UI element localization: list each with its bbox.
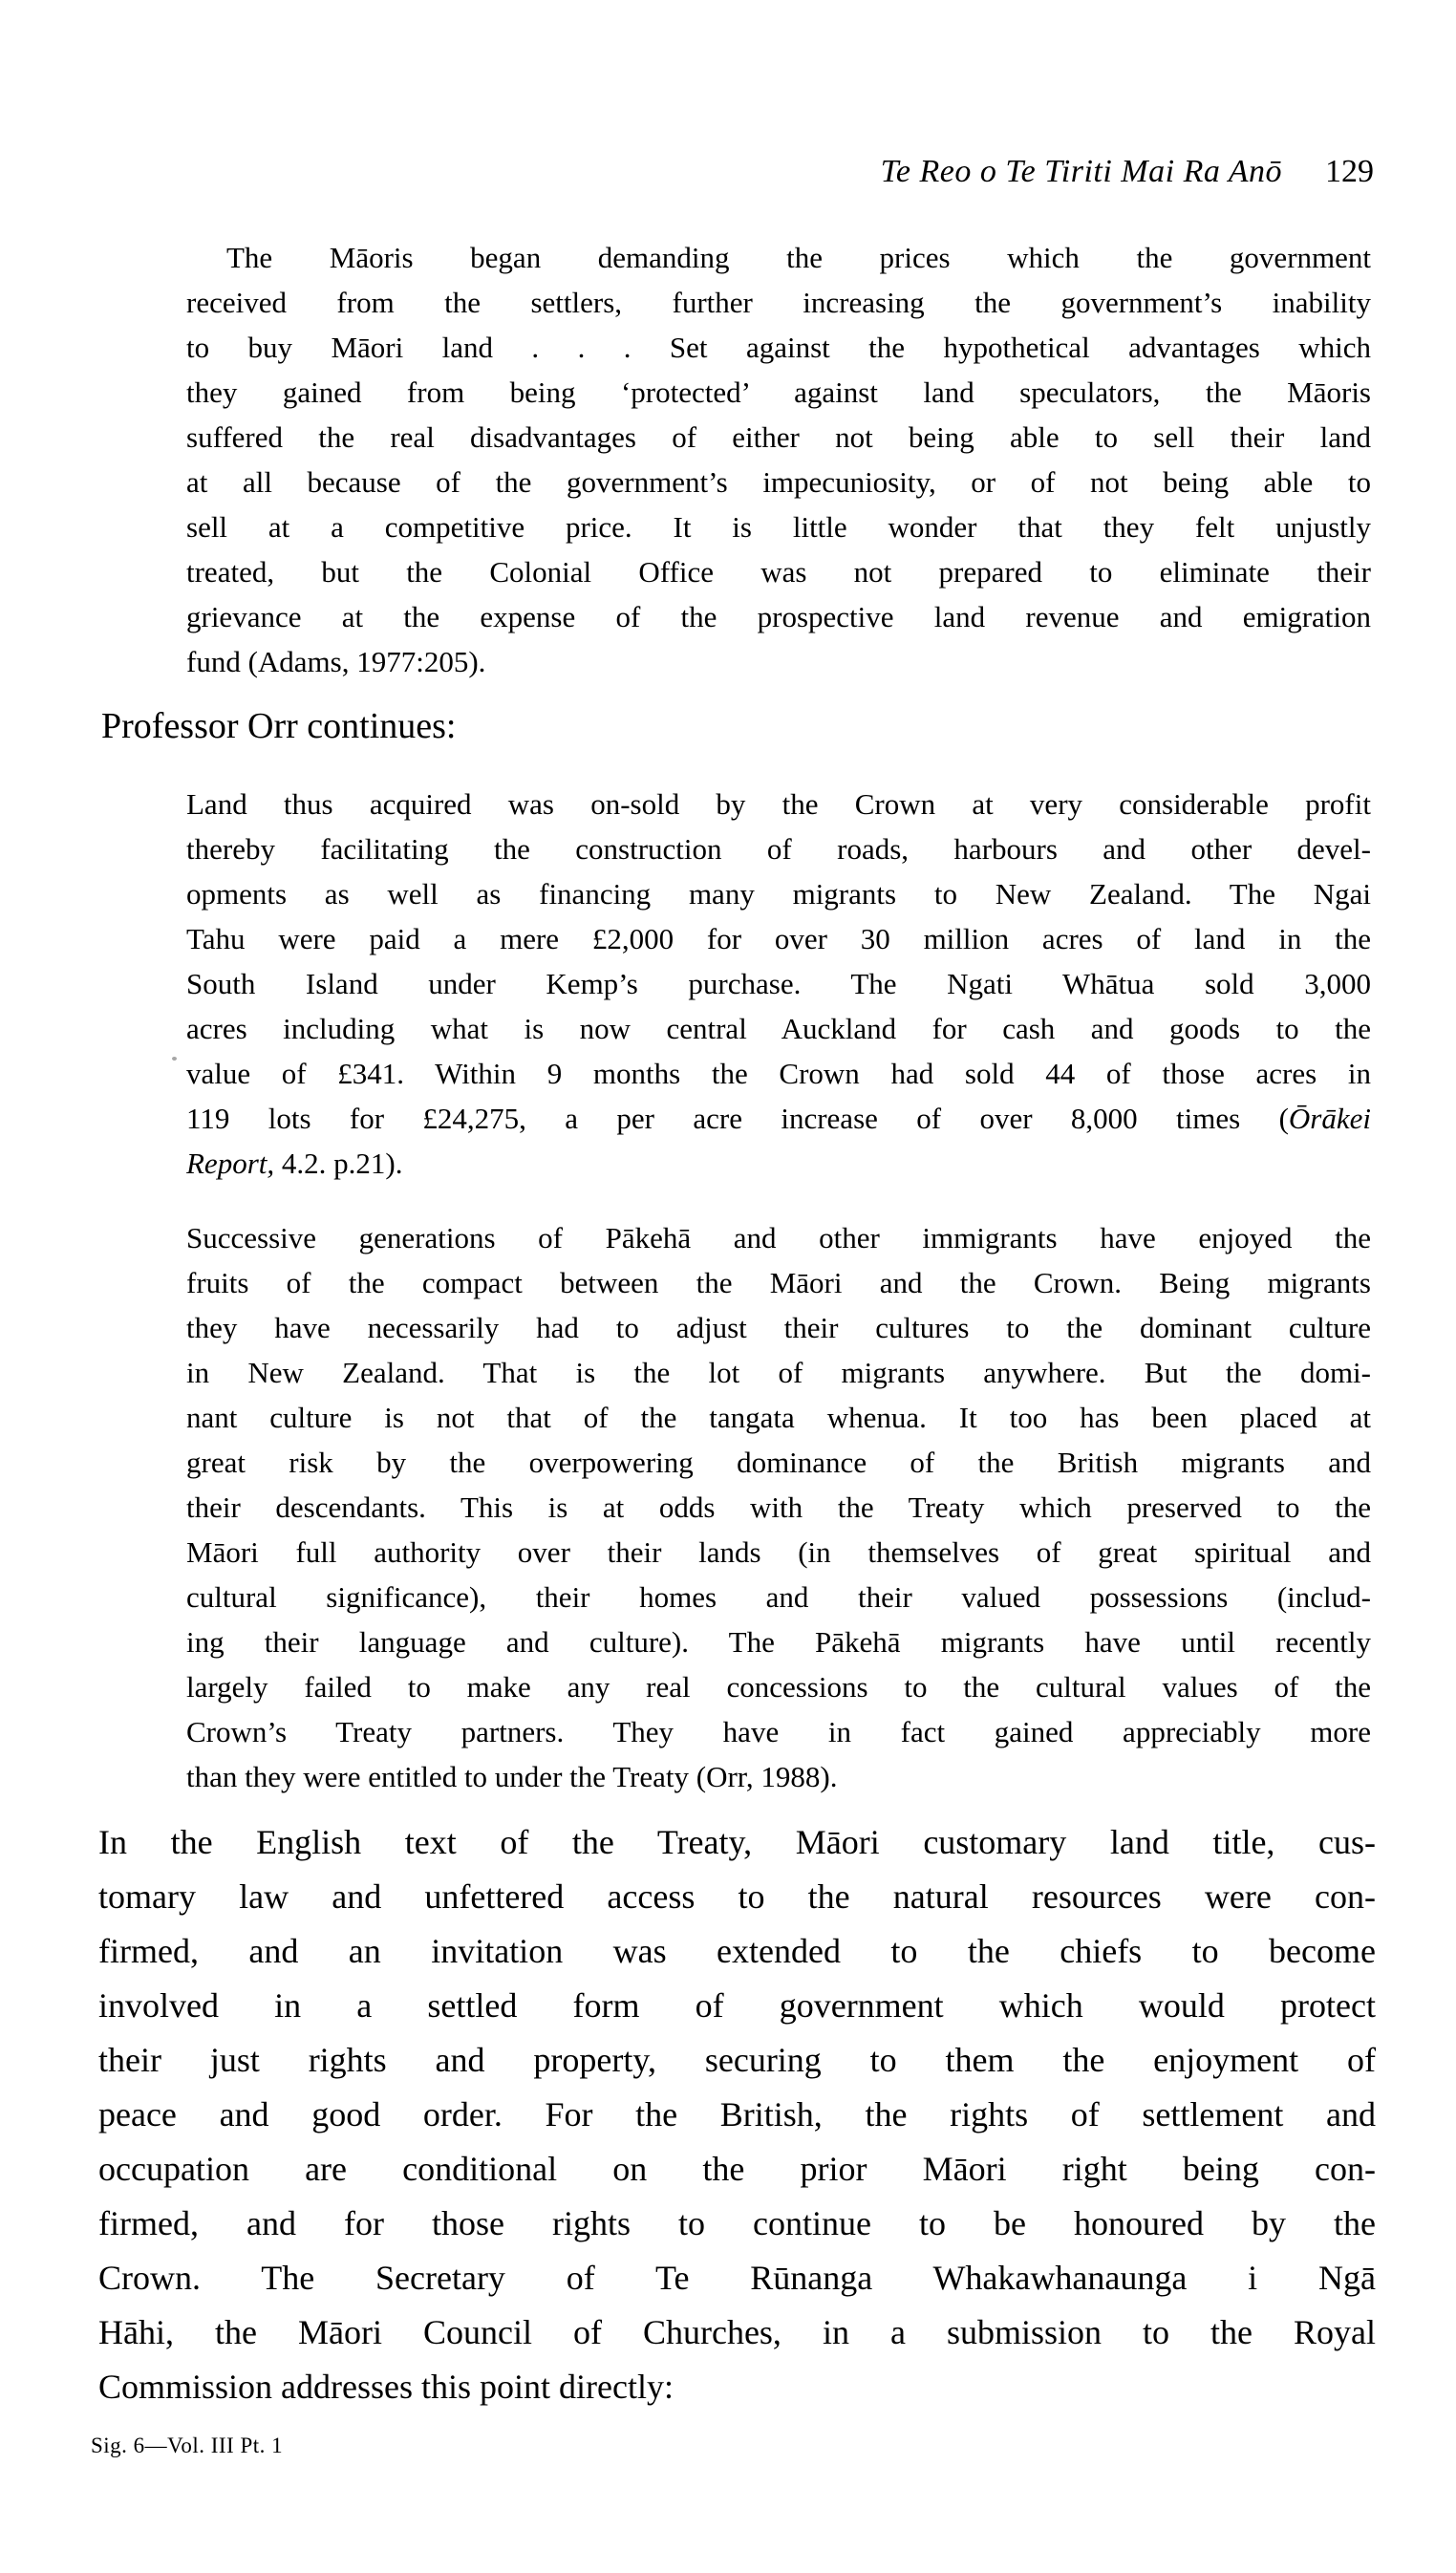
text-line: firmed, and for those rights to continue to be honoured by the [98,2204,1376,2242]
text-line: nant culture is not that of the tangata whenua. It too has been placed at [186,1401,1371,1434]
page-header [98,151,1374,193]
text-line: In the English text of the Treaty, Māori customary land title, cus- [98,1823,1376,1861]
text-line: South Island under Kemp’s purchase. The Ngati Whātua sold 3,000 [186,967,1371,1000]
page-number: 129 [1325,154,1374,189]
text-line: largely failed to make any real concessions to the cultural values of the [186,1670,1371,1704]
text-line: great risk by the overpowering dominance of the British migrants and [186,1446,1371,1479]
text-line: The Māoris began demanding the prices which the government [226,241,1371,274]
text-segment: 4.2. p.21). [274,1147,403,1180]
text-line [186,1141,1371,1186]
text-line: tomary law and unfettered access to the natural resources were con- [98,1877,1376,1916]
text-line: Crown. The Secretary of Te Rūnanga Whakawhanaunga i Ngā [98,2259,1376,2297]
text-line: Hāhi, the Māori Council of Churches, in a submission to the Royal [98,2313,1376,2351]
text-line: occupation are conditional on the prior Māori right being con- [98,2150,1376,2188]
text-line: Crown’s Treaty partners. They have in fact gained appreciably more [186,1715,1371,1748]
text-line: received from the settlers, further increasing the government’s inability [186,286,1371,319]
text-line: Land thus acquired was on-sold by the Crown at very considerable profit [186,787,1371,821]
text-line: than they were entitled to under the Treaty (Orr, 1988). [186,1760,838,1793]
text-line: Successive generations of Pākehā and other immigrants have enjoyed the [186,1221,1371,1254]
text-line: suffered the real disadvantages of either not being able to sell their land [186,420,1371,454]
text-line [186,1096,1371,1141]
text-line: Commission addresses this point directly: [98,2368,674,2406]
text-line: ing their language and culture). The Pākehā migrants have until recently [186,1625,1371,1659]
text-line: their just rights and property, securing to them the enjoyment of [98,2041,1376,2079]
text-line: they have necessarily had to adjust their cultures to the dominant culture [186,1311,1371,1344]
text-line: their descendants. This is at odds with the Treaty which preserved to the [186,1490,1371,1524]
text-segment: 119 lots for £24,275, a per acre increase of over 8,000 times ( [186,1102,1289,1135]
text-line: treated, but the Colonial Office was not prepared to eliminate their [186,555,1371,589]
quote-orr-part2 [186,1215,1371,1799]
text-line: Māori full authority over their lands (in themselves of great spiritual and [186,1535,1371,1569]
text-line: fund (Adams, 1977:205). [186,645,486,678]
italic-text: Report, [186,1147,275,1180]
signature-line: Sig. 6—Vol. III Pt. 1 [91,2434,284,2457]
text-line: in New Zealand. That is the lot of migrants anywhere. But the domi- [186,1356,1371,1389]
text-line: Tahu were paid a mere £2,000 for over 30 million acres of land in the [186,922,1371,955]
text-line: firmed, and an invitation was extended to the chiefs to become [98,1932,1376,1970]
text-line: acres including what is now central Auckland for cash and goods to the [186,1012,1371,1045]
section-heading: Professor Orr continues: [101,706,457,746]
text-line: at all because of the government’s impecuniosity, or of not being able to [186,465,1371,499]
text-line: opments as well as financing many migrants to New Zealand. The Ngai [186,877,1371,911]
text-line: fruits of the compact between the Māori and the Crown. Being migrants [186,1266,1371,1299]
quote-orr-part1 [186,782,1371,1186]
italic-text: Ōrākei [1288,1102,1371,1135]
text-line: they gained from being ‘protected’ against land speculators, the Māoris [186,375,1371,409]
text-line: thereby facilitating the construction of roads, harbours and other devel- [186,832,1371,866]
body-paragraph [98,1815,1376,2414]
quote-adams [186,235,1371,684]
running-title: Te Reo o Te Tiriti Mai Ra Anō [880,154,1282,189]
text-line: peace and good order. For the British, the rights of settlement and [98,2095,1376,2133]
text-line: to buy Māori land . . . Set against the hypothetical advantages which [186,331,1371,364]
text-line: involved in a settled form of government which would protect [98,1986,1376,2025]
text-line: value of £341. Within 9 months the Crown had sold 44 of those acres in [186,1057,1371,1090]
text-line: grievance at the expense of the prospective land revenue and emigration [186,600,1371,633]
scan-speck [172,1057,177,1061]
text-line: sell at a competitive price. It is little wonder that they felt unjustly [186,510,1371,544]
text-line: cultural significance), their homes and their valued possessions (includ- [186,1580,1371,1614]
